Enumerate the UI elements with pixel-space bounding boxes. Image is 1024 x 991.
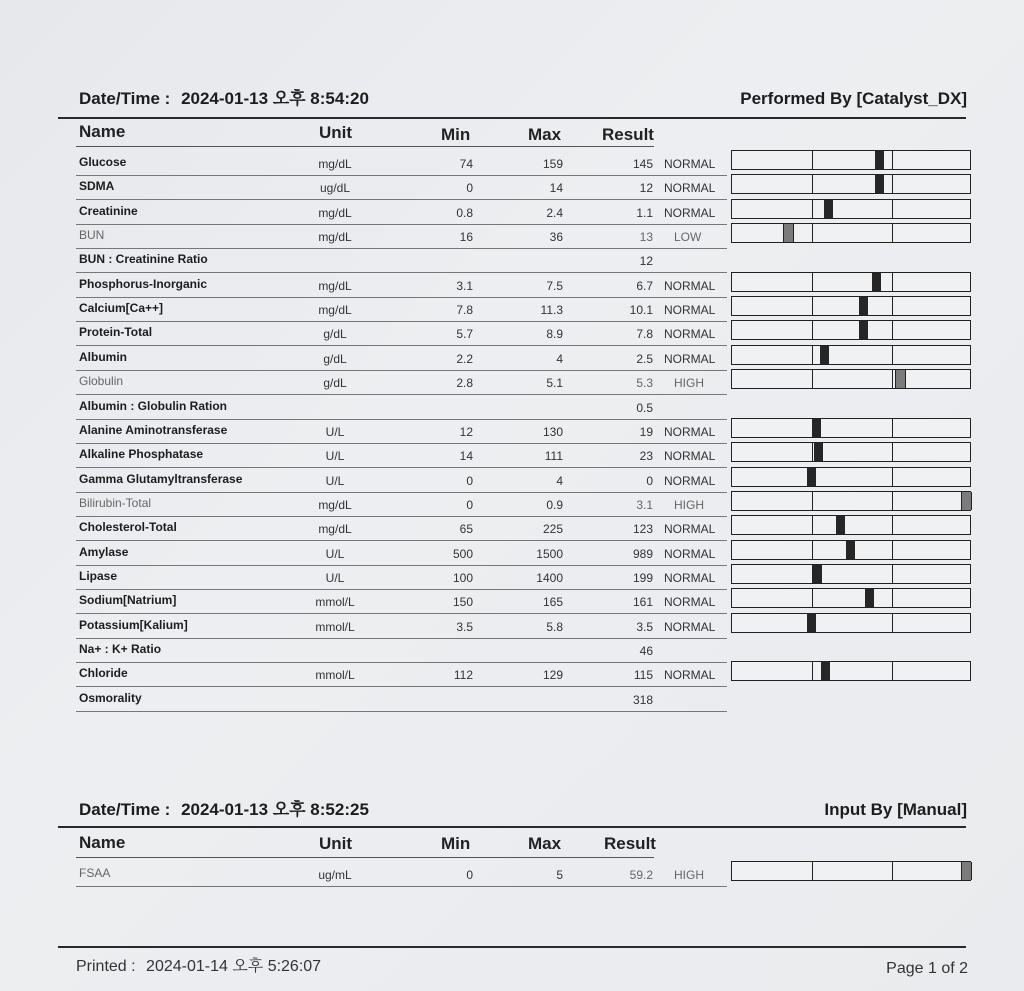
footer-rule — [58, 946, 966, 948]
row-min: 0 — [466, 497, 473, 512]
datetime-label: Date/Time : — [79, 800, 171, 819]
row-max: 111 — [544, 449, 563, 464]
row-result: 2.5 — [636, 351, 653, 366]
row-min: 0 — [466, 181, 473, 196]
row-min: 100 — [452, 570, 473, 585]
row-unit: mg/dL — [318, 157, 352, 171]
table-row — [0, 225, 1024, 249]
row-unit: mg/dL — [318, 278, 352, 293]
row-max: 2.4 — [546, 205, 563, 220]
range-marker — [783, 224, 794, 242]
row-result: 7.8 — [636, 327, 653, 342]
row-status: NORMAL — [664, 546, 716, 561]
range-divider — [812, 200, 813, 218]
row-max: 1400 — [536, 570, 563, 585]
row-name: Bilirubin-Total — [79, 495, 152, 510]
range-divider — [892, 200, 893, 218]
row-unit: mg/dL — [318, 303, 352, 318]
col-min: Min — [441, 834, 471, 853]
row-max: 5.8 — [546, 619, 563, 634]
range-divider — [812, 862, 813, 880]
row-unit: U/L — [325, 570, 345, 585]
range-divider — [892, 297, 893, 315]
table-row — [0, 274, 1024, 298]
row-status: NORMAL — [664, 473, 716, 488]
range-divider — [892, 541, 893, 559]
range-divider — [812, 151, 813, 169]
row-unit: g/dL — [323, 376, 347, 391]
col-rule — [76, 146, 654, 147]
row-name: Gamma Glutamyltransferase — [79, 471, 243, 486]
table-row — [0, 517, 1024, 541]
range-divider — [892, 370, 893, 388]
range-bar — [731, 564, 971, 584]
table-row — [0, 469, 1024, 493]
range-bar — [731, 223, 971, 243]
row-unit: U/L — [325, 473, 345, 488]
row-name: Albumin — [79, 349, 127, 364]
range-divider — [892, 443, 893, 461]
row-result: 6.7 — [636, 278, 653, 293]
row-status: NORMAL — [664, 205, 716, 220]
row-max: 1500 — [536, 546, 563, 561]
row-result: 5.3 — [636, 376, 653, 391]
row-name: BUN — [79, 228, 105, 243]
row-name: Albumin : Globulin Ration — [79, 398, 227, 413]
row-result: 123 — [632, 522, 653, 537]
range-marker — [865, 589, 874, 607]
row-min: 14 — [459, 449, 473, 464]
range-marker — [807, 614, 816, 632]
table-row — [0, 542, 1024, 566]
row-result: 12 — [639, 181, 653, 196]
row-max: 7.5 — [546, 278, 563, 293]
row-result: 12 — [639, 254, 653, 269]
table-row — [0, 639, 1024, 663]
row-status: NORMAL — [664, 595, 716, 610]
row-result: 0 — [646, 473, 653, 488]
row-name: Potassium[Kalium] — [79, 617, 188, 632]
row-max: 11.3 — [540, 303, 563, 318]
row-max: 225 — [542, 522, 563, 537]
row-divider — [76, 886, 727, 887]
datetime-value: 2024-01-13 오후 8:54:20 — [181, 89, 369, 108]
printed-label: Printed : — [76, 958, 136, 975]
table-row — [0, 663, 1024, 687]
range-marker — [859, 297, 868, 315]
row-status: HIGH — [674, 868, 704, 882]
row-result: 46 — [639, 644, 653, 658]
range-bar — [731, 491, 971, 511]
col-min: Min — [441, 125, 471, 144]
printed — [76, 953, 321, 976]
row-max: 8.9 — [546, 327, 563, 342]
range-divider — [812, 541, 813, 559]
row-result: 0.5 — [636, 400, 653, 415]
table-row — [0, 493, 1024, 517]
range-marker — [836, 516, 845, 534]
row-min: 12 — [459, 424, 473, 439]
row-status: NORMAL — [664, 303, 716, 318]
range-bar — [731, 861, 971, 881]
row-unit: mg/dL — [318, 497, 352, 512]
row-result: 3.5 — [636, 619, 653, 634]
row-status: NORMAL — [664, 278, 716, 293]
range-marker — [859, 321, 868, 339]
table-row — [0, 615, 1024, 639]
row-max: 129 — [542, 668, 563, 683]
range-divider — [812, 273, 813, 291]
row-unit: mmol/L — [315, 619, 355, 634]
row-result: 989 — [632, 546, 653, 561]
row-min: 3.1 — [456, 278, 473, 293]
range-marker — [821, 662, 830, 680]
range-divider — [812, 346, 813, 364]
table-row — [0, 420, 1024, 444]
range-divider — [812, 516, 813, 534]
range-marker — [807, 468, 816, 486]
row-status: NORMAL — [664, 157, 716, 171]
range-divider — [892, 516, 893, 534]
range-bar — [731, 613, 971, 633]
table-row — [0, 396, 1024, 420]
row-min: 74 — [459, 157, 473, 171]
row-name: Chloride — [79, 666, 128, 681]
table-row — [0, 371, 1024, 395]
row-unit: U/L — [325, 424, 345, 439]
row-unit: ug/dL — [319, 181, 351, 196]
row-name: Alanine Aminotransferase — [79, 422, 228, 437]
range-marker — [961, 492, 972, 510]
row-status: NORMAL — [664, 424, 716, 439]
table-row — [0, 201, 1024, 225]
row-status: NORMAL — [664, 449, 716, 464]
range-divider — [892, 468, 893, 486]
table-row — [0, 566, 1024, 590]
row-min: 65 — [459, 522, 473, 537]
row-name: Calcium[Ca++] — [79, 301, 164, 316]
row-name: Cholesterol-Total — [79, 520, 177, 535]
input-by: Input By [Manual] — [824, 800, 967, 819]
table-row — [0, 322, 1024, 346]
range-divider — [892, 614, 893, 632]
col-max: Max — [528, 125, 562, 144]
range-marker — [812, 419, 821, 437]
row-min: 16 — [459, 230, 473, 245]
section1-datetime — [79, 84, 369, 109]
range-divider — [812, 321, 813, 339]
col-unit: Unit — [319, 834, 353, 853]
row-min: 2.2 — [456, 351, 473, 366]
table-row — [0, 176, 1024, 200]
row-min: 2.8 — [456, 376, 473, 391]
row-min: 5.7 — [456, 327, 473, 342]
col-result: Result — [604, 834, 656, 853]
range-bar — [731, 199, 971, 219]
row-max: 0.9 — [546, 497, 563, 512]
row-name: Creatinine — [79, 203, 138, 218]
table-row — [0, 590, 1024, 614]
row-name: SDMA — [79, 179, 115, 194]
range-divider — [812, 662, 813, 680]
row-min: 500 — [452, 546, 473, 561]
range-bar — [731, 418, 971, 438]
datetime-value: 2024-01-13 오후 8:52:25 — [181, 800, 369, 819]
row-name: Sodium[Natrium] — [79, 593, 177, 608]
row-status: HIGH — [674, 497, 704, 512]
range-marker — [961, 862, 972, 880]
range-divider — [892, 321, 893, 339]
table-row — [0, 152, 1024, 176]
row-unit: g/dL — [323, 351, 347, 366]
col-result: Result — [602, 125, 654, 144]
row-status: NORMAL — [664, 619, 716, 634]
range-divider — [812, 224, 813, 242]
row-name: FSAA — [79, 866, 111, 880]
row-unit: U/L — [325, 546, 345, 561]
range-divider — [892, 662, 893, 680]
row-max: 165 — [542, 595, 563, 610]
row-status: HIGH — [674, 376, 704, 391]
range-divider — [892, 175, 893, 193]
col-name: Name — [79, 122, 126, 141]
row-min: 0.8 — [456, 205, 473, 220]
row-max: 5 — [556, 868, 563, 882]
row-max: 14 — [549, 181, 563, 196]
row-name: BUN : Creatinine Ratio — [79, 252, 208, 267]
range-divider — [812, 443, 813, 461]
row-divider — [76, 711, 727, 712]
range-divider — [812, 370, 813, 388]
range-divider — [892, 346, 893, 364]
range-divider — [812, 297, 813, 315]
header-rule — [58, 826, 966, 828]
row-unit: mmol/L — [315, 595, 355, 610]
table-row — [0, 863, 1024, 887]
range-bar — [731, 369, 971, 389]
row-unit: mg/dL — [318, 205, 352, 220]
range-bar — [731, 272, 971, 292]
row-status: NORMAL — [664, 522, 716, 537]
row-name: Na+ : K+ Ratio — [79, 642, 162, 656]
range-bar — [731, 296, 971, 316]
range-bar — [731, 442, 971, 462]
row-min: 7.8 — [456, 303, 473, 318]
table-row — [0, 444, 1024, 468]
printed-value: 2024-01-14 오후 5:26:07 — [146, 958, 322, 975]
range-marker — [820, 346, 829, 364]
datetime-label: Date/Time : — [79, 89, 171, 108]
row-name: Alkaline Phosphatase — [79, 447, 204, 462]
range-marker — [875, 151, 884, 169]
row-unit: U/L — [325, 449, 345, 464]
performed-by: Performed By [Catalyst_DX] — [740, 89, 967, 108]
row-name: Phosphorus-Inorganic — [79, 276, 208, 291]
row-name: Amylase — [79, 544, 129, 559]
row-unit: mmol/L — [315, 668, 355, 683]
row-min: 150 — [452, 595, 473, 610]
range-divider — [812, 175, 813, 193]
row-min: 3.5 — [456, 619, 473, 634]
row-max: 5.1 — [546, 376, 563, 391]
row-name: Glucose — [79, 155, 127, 169]
row-unit: g/dL — [323, 327, 347, 342]
range-bar — [731, 515, 971, 535]
row-result: 161 — [632, 595, 653, 610]
row-result: 3.1 — [636, 497, 653, 512]
range-bar — [731, 320, 971, 340]
range-bar — [731, 174, 971, 194]
header-rule — [58, 117, 966, 119]
row-name: Protein-Total — [79, 325, 153, 340]
row-name: Lipase — [79, 568, 118, 583]
row-status: NORMAL — [664, 327, 716, 342]
col-name: Name — [79, 833, 126, 852]
range-divider — [892, 589, 893, 607]
range-divider — [892, 273, 893, 291]
row-name: Osmorality — [79, 690, 142, 705]
table-row — [0, 688, 1024, 712]
row-status: NORMAL — [664, 570, 716, 585]
row-result: 199 — [632, 570, 653, 585]
range-bar — [731, 588, 971, 608]
range-bar — [731, 661, 971, 681]
page-number: Page 1 of 2 — [886, 960, 968, 977]
row-result: 115 — [633, 668, 653, 683]
range-bar — [731, 345, 971, 365]
row-name: Globulin — [79, 374, 124, 389]
row-min: 0 — [466, 473, 473, 488]
row-status: NORMAL — [664, 351, 716, 366]
range-marker — [875, 175, 884, 193]
row-result: 23 — [639, 449, 653, 464]
row-status: LOW — [674, 230, 702, 245]
row-max: 159 — [542, 157, 563, 171]
row-result: 10.1 — [629, 303, 653, 318]
range-marker — [824, 200, 833, 218]
row-result: 318 — [632, 692, 653, 707]
row-min: 0 — [466, 868, 473, 882]
range-marker — [872, 273, 881, 291]
col-max: Max — [528, 834, 562, 853]
range-marker — [813, 565, 822, 583]
table-row — [0, 298, 1024, 322]
range-divider — [892, 224, 893, 242]
range-marker — [814, 443, 823, 461]
row-max: 4 — [556, 351, 563, 366]
row-min: 112 — [453, 668, 473, 683]
col-unit: Unit — [319, 123, 353, 142]
row-max: 36 — [549, 230, 563, 245]
range-divider — [812, 492, 813, 510]
range-marker — [895, 370, 906, 388]
row-unit: ug/mL — [318, 868, 352, 882]
range-divider — [892, 151, 893, 169]
range-bar — [731, 540, 971, 560]
row-result: 145 — [632, 157, 653, 171]
range-bar — [731, 467, 971, 487]
row-result: 59.2 — [629, 868, 653, 882]
range-marker — [846, 541, 855, 559]
col-rule — [76, 857, 654, 858]
row-result: 19 — [639, 424, 653, 439]
range-divider — [892, 862, 893, 880]
row-status: NORMAL — [664, 181, 716, 196]
range-divider — [892, 419, 893, 437]
row-max: 4 — [556, 473, 563, 488]
table-row — [0, 347, 1024, 371]
range-bar — [731, 150, 971, 170]
section2-datetime — [79, 795, 369, 820]
range-divider — [892, 565, 893, 583]
row-result: 1.1 — [636, 205, 653, 220]
range-divider — [892, 492, 893, 510]
range-divider — [812, 589, 813, 607]
row-result: 13 — [639, 230, 653, 245]
row-unit: mg/dL — [318, 522, 352, 537]
row-status: NORMAL — [664, 668, 716, 683]
row-max: 130 — [542, 424, 563, 439]
table-row — [0, 249, 1024, 273]
row-unit: mg/dL — [318, 230, 352, 245]
